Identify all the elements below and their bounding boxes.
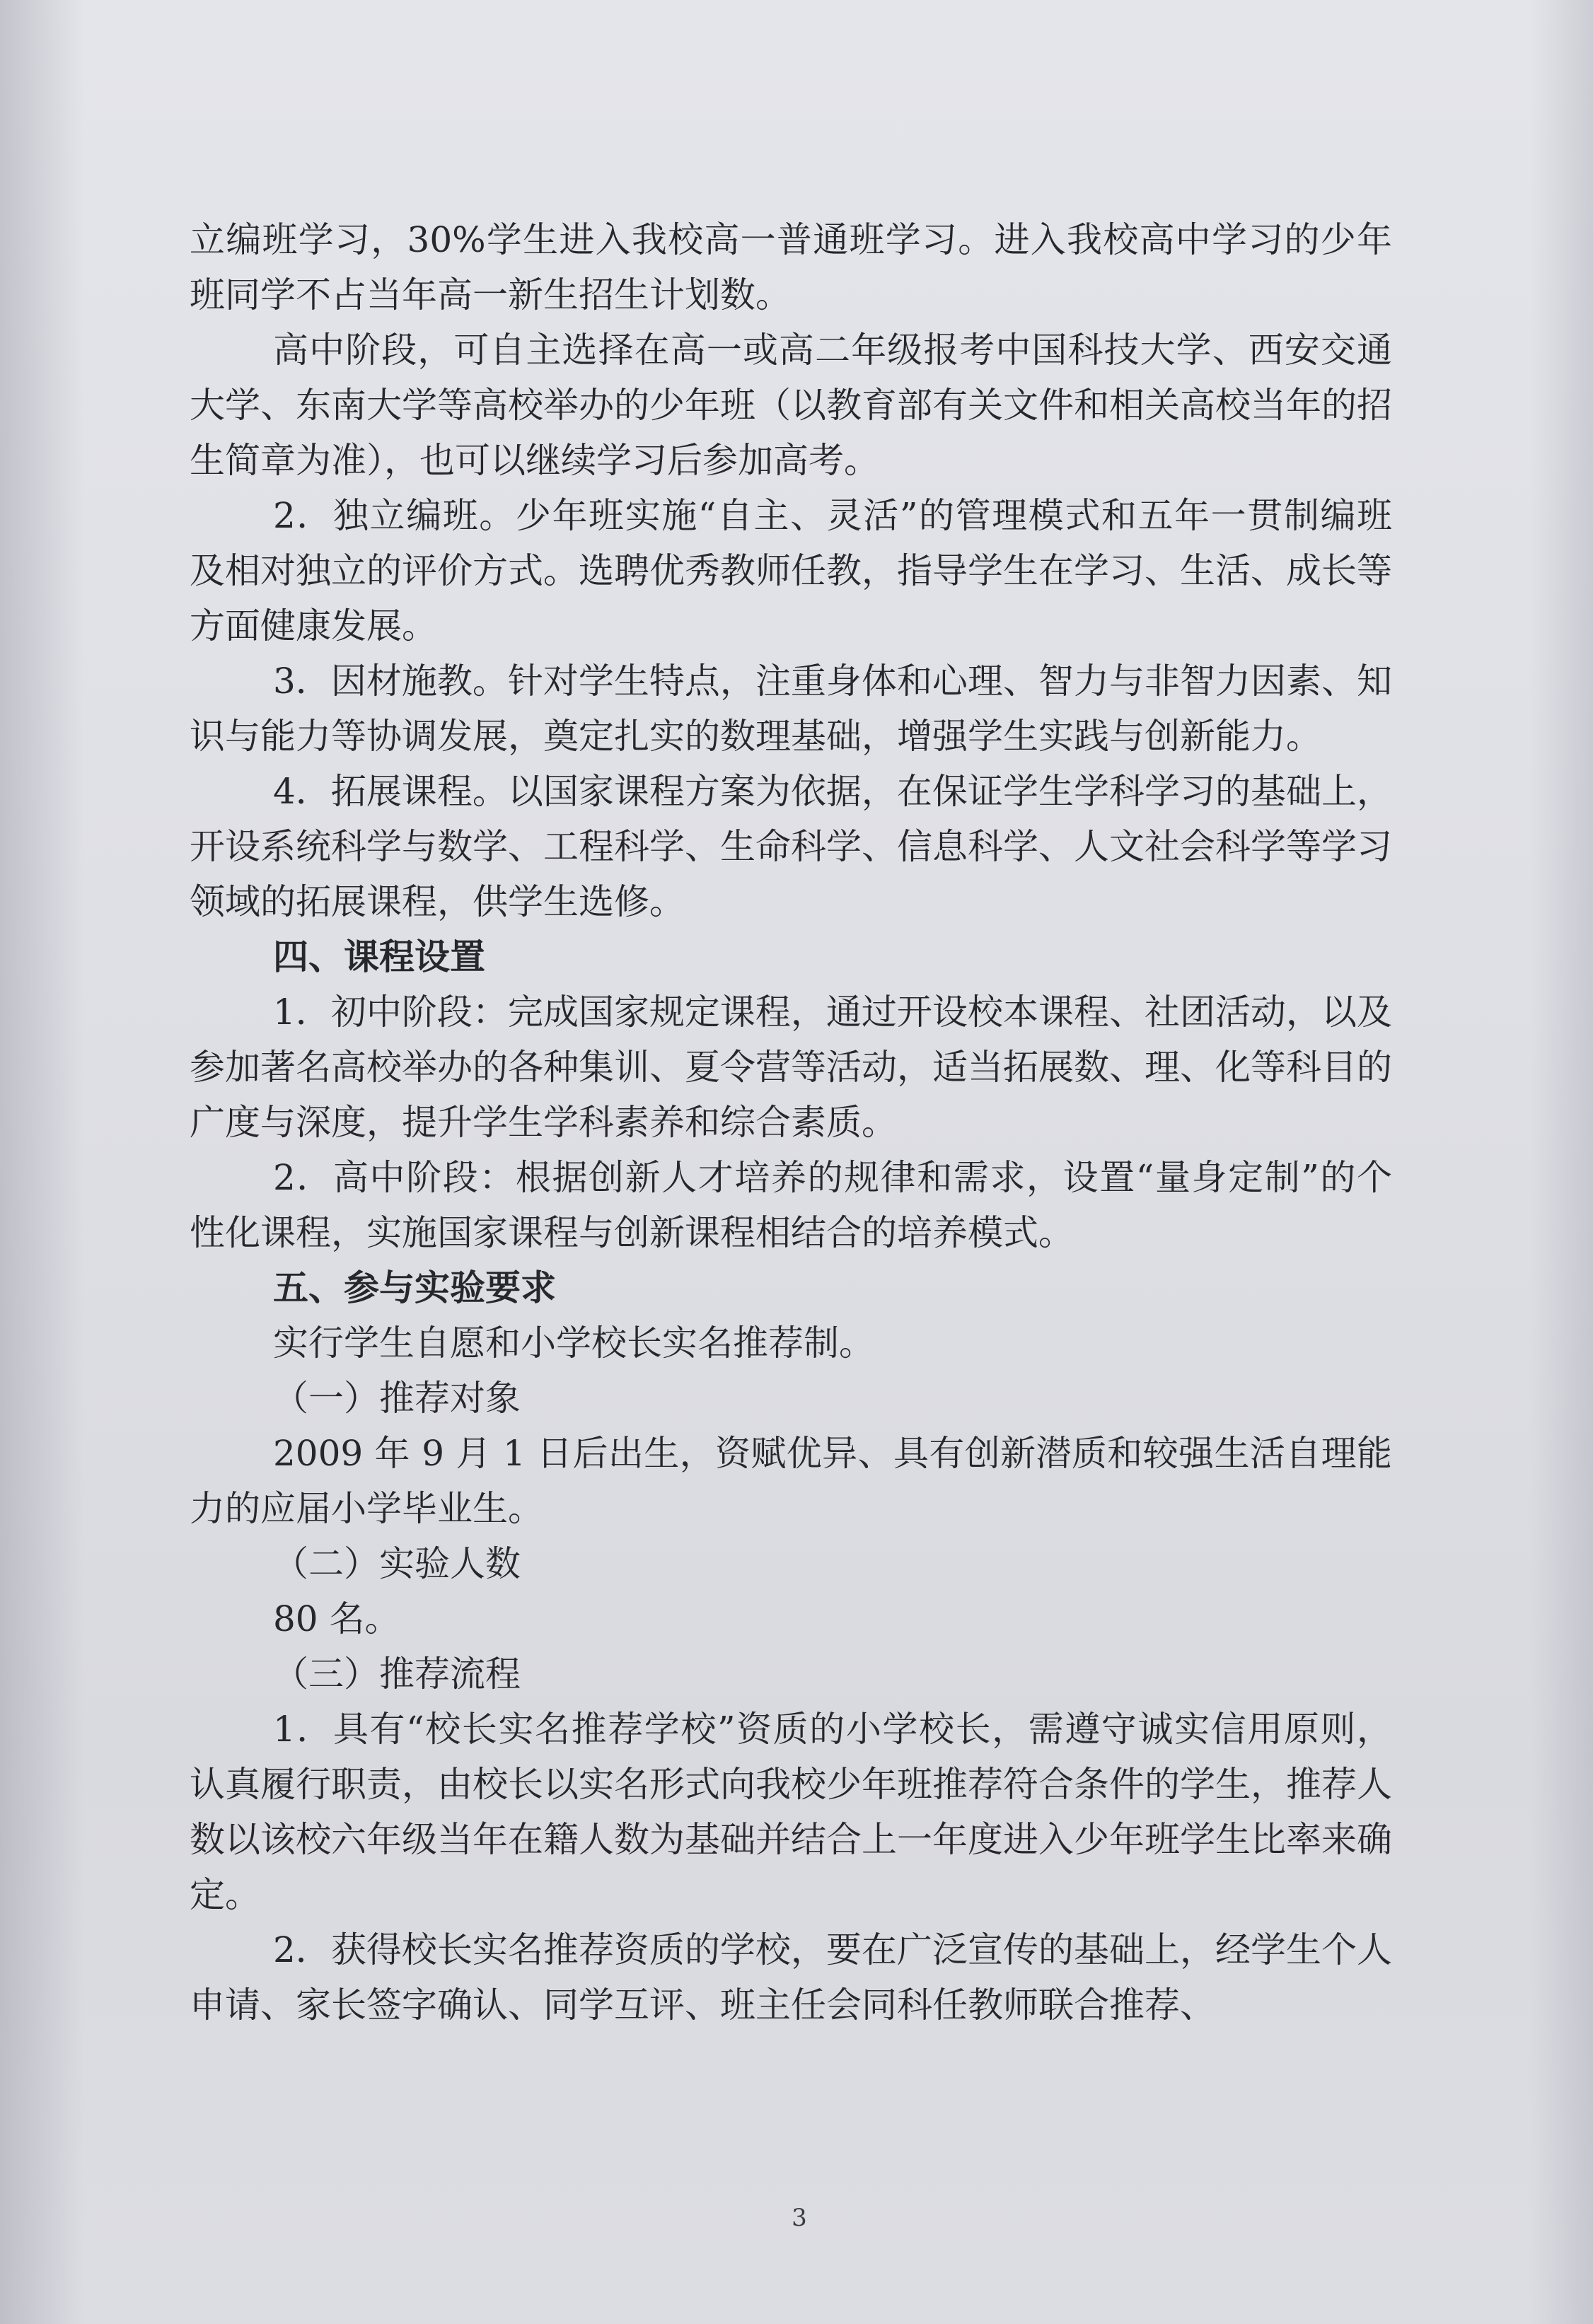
paragraph-senior-stage: 2．高中阶段：根据创新人才培养的规律和需求，设置“量身定制”的个性化课程，实施国家课程与创新课程相结合的培养模式。	[190, 1157, 1392, 1253]
paragraph-junior-stage: 1．初中阶段：完成国家规定课程，通过开设校本课程、社团活动，以及参加著名高校举办的各种集训、夏令营等活动，适当拓展数、理、化等科目的广度与深度，提升学生学科素养和综合素质。	[190, 992, 1392, 1143]
paragraph-recommendation-system: 实行学生自愿和小学校长实名推荐制。	[273, 1323, 874, 1364]
paragraph-candidate-criteria: 2009 年 9 月 1 日后出生，资赋优异、具有创新潜质和较强生活自理能力的应届小学毕业生。	[190, 1433, 1392, 1529]
paragraph-tailored-teaching: 3．因材施教。针对学生特点，注重身体和心理、智力与非智力因素、知识与能力等协调发展，奠定扎实的数理基础，增强学生实践与创新能力。	[190, 661, 1392, 757]
page-shadow-left	[0, 0, 85, 2324]
subheading-recommendation-process: （三）推荐流程	[273, 1654, 521, 1695]
document-body	[190, 212, 1392, 2033]
paragraph-process-step-2: 2．获得校长实名推荐资质的学校，要在广泛宣传的基础上，经学生个人申请、家长签字确认、同学互评、班主任会同科任教师联合推荐、	[190, 1929, 1392, 2026]
subheading-recommended-candidates: （一）推荐对象	[273, 1378, 521, 1419]
subheading-enrollment-number: （二）实验人数	[273, 1543, 521, 1584]
section-heading-requirements: 五、参与实验要求	[273, 1267, 556, 1308]
section-heading-curriculum: 四、课程设置	[273, 936, 485, 977]
paragraph-process-step-1: 1．具有“校长实名推荐学校”资质的小学校长，需遵守诚实信用原则，认真履行职责，由校长以实名形式向我校少年班推荐符合条件的学生，推荐人数以该校六年级当年在籍人数为基础并结合上一年度进入少年班学生比率来确定。	[190, 1709, 1392, 1915]
paragraph-continuation: 立编班学习，30%学生进入我校高一普通班学习。进入我校高中学习的少年班同学不占当年高一新生招生计划数。	[190, 219, 1392, 315]
paragraph-enrollment-count: 80 名。	[273, 1598, 400, 1639]
page-number: 3	[792, 2204, 807, 2232]
paragraph-independent-class: 2．独立编班。少年班实施“自主、灵活”的管理模式和五年一贯制编班及相对独立的评价方式。选聘优秀教师任教，指导学生在学习、生活、成长等方面健康发展。	[190, 495, 1392, 646]
paragraph-extended-courses: 4．拓展课程。以国家课程方案为依据，在保证学生学科学习的基础上，开设系统科学与数学、工程科学、生命科学、信息科学、人文社会科学等学习领域的拓展课程，供学生选修。	[190, 771, 1392, 922]
paragraph-high-school-stage: 高中阶段，可自主选择在高一或高二年级报考中国科技大学、西安交通大学、东南大学等高校举办的少年班（以教育部有关文件和相关高校当年的招生简章为准），也可以继续学习后参加高考。	[190, 330, 1392, 481]
page-shadow-right	[1529, 0, 1593, 2324]
